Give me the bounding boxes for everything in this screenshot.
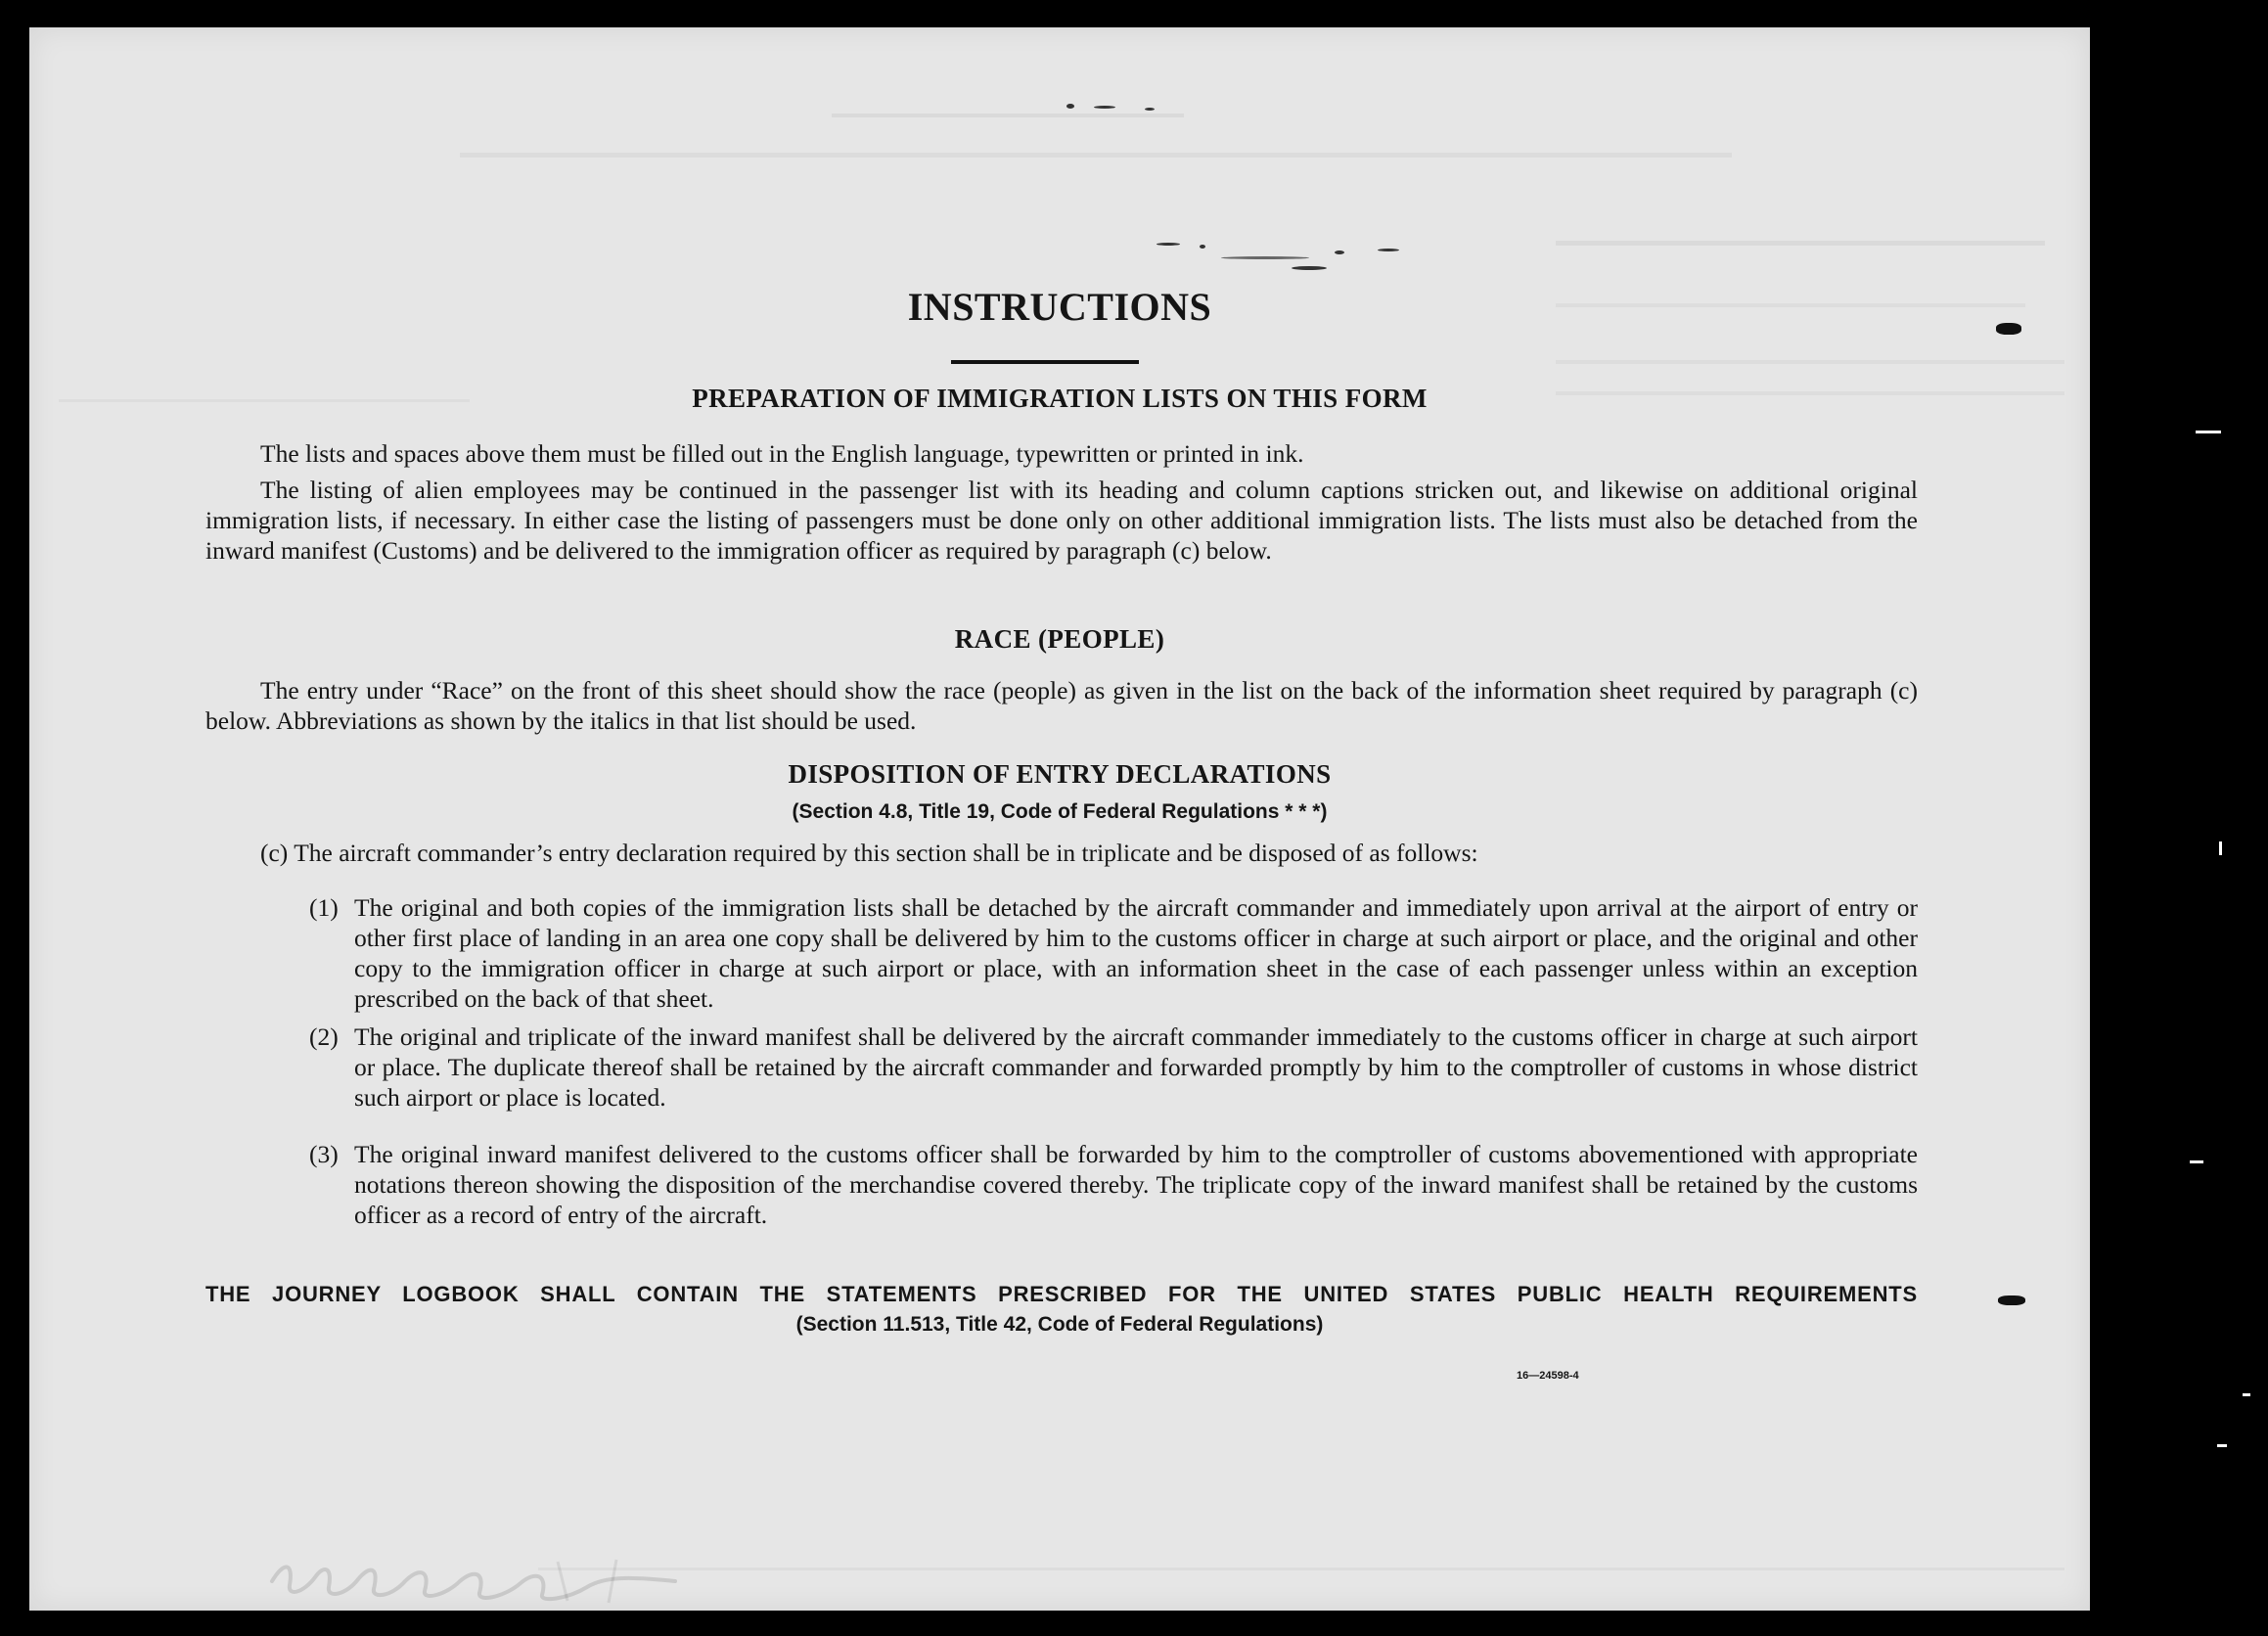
disposition-citation: (Section 4.8, Title 19, Code of Federal Regulations * * *) <box>792 800 1328 823</box>
disposition-item-1 <box>309 892 1918 1014</box>
page-title: INSTRUCTIONS <box>907 285 1212 329</box>
preparation-heading: PREPARATION OF IMMIGRATION LISTS ON THIS FORM <box>692 384 1428 413</box>
scan-edge-mark <box>2219 841 2222 855</box>
form-number: 16—24598-4 <box>1517 1370 1579 1382</box>
item-text: The original and triplicate of the inward manifest shall be delivered by the aircraft commander immediately to the customs officer in charge at such airport or place. The duplicate thereof shall be retained by the aircraft commander and forwarded promptly by him to the comptroller of customs in whose district such airport or place is located. <box>354 1022 1918 1112</box>
disposition-item-2 <box>309 1022 1918 1113</box>
item-text: The original and both copies of the immigration lists shall be detached by the aircraft commander and immediately upon arrival at the airport of entry or other first place of landing in an area one copy shall be delivered by him to the customs officer in charge at such airport or place, and the original and other copy to the immigration officer in charge at such airport or place, with an information sheet in the case of each passenger unless within an exception prescribed on the back of that sheet. <box>354 893 1918 1013</box>
item-number: (3) <box>309 1140 339 1168</box>
scan-edge-mark <box>2196 431 2221 433</box>
handwritten-signature <box>264 1542 714 1611</box>
preparation-paragraph-1: The lists and spaces above them must be filled out in the English language, typewritten or printed in ink. <box>260 439 1304 468</box>
preparation-paragraph-2: The listing of alien employees may be continued in the passenger list with its heading and column captions stricken out, and likewise on additional original immigration lists, if necessary. In either case the listing of passengers must be done only on other additional immigration lists. The lists must also be detached from the inward manifest (Customs) and be delivered to the immigration officer as required by paragraph (c) below. <box>205 476 1918 565</box>
title-underline <box>951 360 1139 364</box>
race-heading: RACE (PEOPLE) <box>954 624 1165 654</box>
public-health-statement: THE JOURNEY LOGBOOK SHALL CONTAIN THE STATEMENTS PRESCRIBED FOR THE UNITED STATES PUBLIC HEALTH REQUIREMENTS <box>205 1282 1918 1306</box>
scan-edge-mark <box>2217 1444 2227 1447</box>
scan-edge-mark <box>2243 1393 2250 1396</box>
disposition-item-3 <box>309 1139 1918 1230</box>
race-paragraph: The entry under “Race” on the front of this sheet should show the race (people) as given in the list on the back of the information sheet required by paragraph (c) below. Abbreviations as shown by the italics in that list should be used. <box>205 676 1918 735</box>
disposition-heading: DISPOSITION OF ENTRY DECLARATIONS <box>788 759 1332 789</box>
item-number: (2) <box>309 1022 339 1051</box>
item-number: (1) <box>309 893 339 922</box>
scan-edge-mark <box>2190 1160 2203 1163</box>
item-text: The original inward manifest delivered to the customs officer shall be forwarded by him to the comptroller of customs abovementioned with appropriate notations thereon showing the disposition of the merchandise covered thereby. The triplicate copy of the inward manifest shall be retained by the customs officer as a record of entry of the aircraft. <box>354 1140 1918 1229</box>
disposition-intro: (c) The aircraft commander’s entry declaration required by this section shall be in triplicate and be disposed of as follows: <box>260 839 1478 867</box>
public-health-citation: (Section 11.513, Title 42, Code of Federal Regulations) <box>795 1313 1324 1336</box>
document-page <box>29 27 2090 1611</box>
